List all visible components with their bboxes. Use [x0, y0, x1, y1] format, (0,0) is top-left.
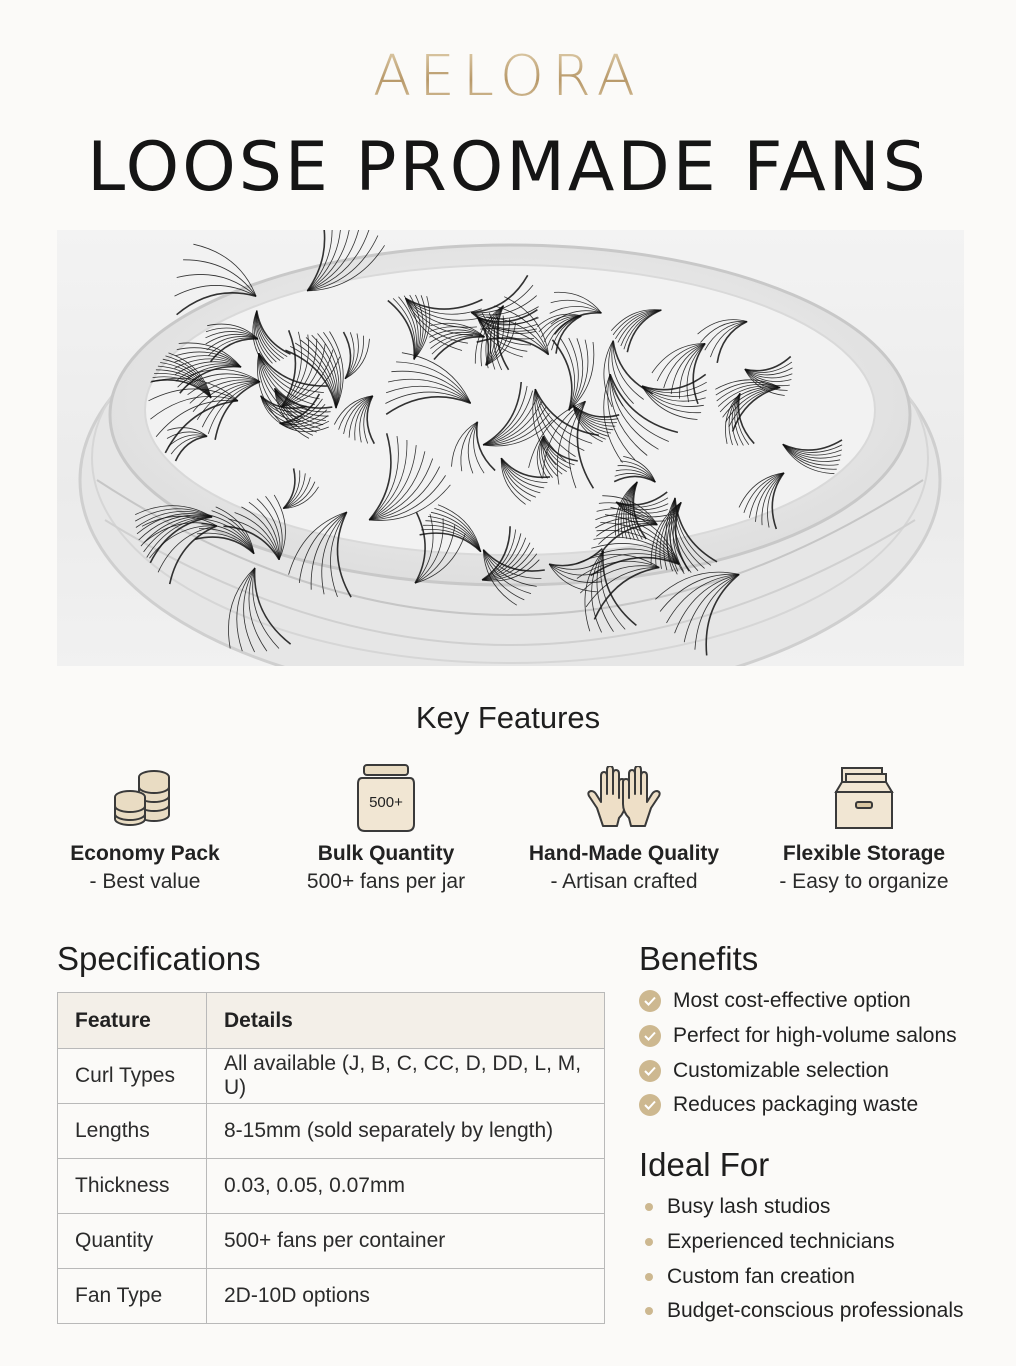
table-cell: 2D-10D options	[207, 1269, 605, 1324]
table-cell: 0.03, 0.05, 0.07mm	[207, 1159, 605, 1214]
list-item	[639, 1259, 964, 1294]
jar-icon	[266, 758, 506, 838]
benefit-text: Perfect for high-volume salons	[673, 1024, 957, 1048]
feature-desc: - Best value	[89, 870, 201, 893]
benefits-list	[639, 984, 957, 1123]
table-cell: Lengths	[58, 1104, 207, 1159]
table-cell: Quantity	[58, 1214, 207, 1269]
feature-desc: - Artisan crafted	[550, 870, 698, 893]
list-item	[639, 1225, 964, 1260]
feature-name: Economy Pack	[70, 842, 220, 865]
table-cell: Curl Types	[58, 1049, 207, 1104]
feature-desc: - Easy to organize	[779, 870, 949, 893]
ideal-text: Experienced technicians	[667, 1230, 895, 1254]
benefit-text: Most cost-effective option	[673, 989, 911, 1013]
jar-icon-label: 500+	[369, 794, 403, 811]
storage-box-icon	[744, 758, 984, 838]
table-row	[58, 1049, 605, 1104]
list-item	[639, 1294, 964, 1329]
table-cell: All available (J, B, C, CC, D, DD, L, M, U)	[207, 1049, 605, 1104]
feature-desc: 500+ fans per jar	[306, 870, 466, 893]
product-photo	[57, 230, 964, 666]
brand-logo: AELORA	[0, 44, 1016, 109]
bullet-icon	[645, 1203, 653, 1211]
page-title: LOOSE PROMADE FANS	[87, 128, 929, 207]
table-cell: 8-15mm (sold separately by length)	[207, 1104, 605, 1159]
key-features-heading: Key Features	[415, 700, 601, 735]
list-item	[639, 1088, 957, 1123]
bullet-icon	[645, 1307, 653, 1315]
check-icon	[639, 1094, 661, 1116]
specifications-heading: Specifications	[57, 940, 261, 977]
list-item	[639, 1019, 957, 1054]
check-icon	[639, 990, 661, 1012]
feature-economy-pack	[25, 758, 265, 894]
bullet-icon	[645, 1238, 653, 1246]
feature-flexible-storage	[744, 758, 984, 894]
table-row	[58, 1269, 605, 1324]
ideal-for-heading: Ideal For	[639, 1146, 770, 1183]
list-item	[639, 1053, 957, 1088]
table-row	[58, 1214, 605, 1269]
ideal-text: Budget-conscious professionals	[667, 1299, 964, 1323]
table-cell: Fan Type	[58, 1269, 207, 1324]
table-header-cell: Feature	[58, 993, 207, 1049]
ideal-text: Busy lash studios	[667, 1195, 831, 1219]
ideal-for-list	[639, 1190, 964, 1329]
hands-icon	[504, 758, 744, 838]
feature-name: Hand-Made Quality	[528, 842, 720, 865]
feature-bulk-quantity	[266, 758, 506, 894]
feature-hand-made-quality	[504, 758, 744, 894]
table-row	[58, 1159, 605, 1214]
table-cell: 500+ fans per container	[207, 1214, 605, 1269]
coins-icon	[25, 758, 265, 838]
table-row	[58, 1104, 605, 1159]
benefits-heading: Benefits	[639, 940, 759, 977]
table-cell: Thickness	[58, 1159, 207, 1214]
benefit-text: Customizable selection	[673, 1058, 889, 1082]
table-header-cell: Details	[207, 993, 605, 1049]
list-item	[639, 984, 957, 1019]
feature-name: Flexible Storage	[782, 842, 946, 865]
bullet-icon	[645, 1273, 653, 1281]
list-item	[639, 1190, 964, 1225]
benefit-text: Reduces packaging waste	[673, 1093, 919, 1117]
ideal-text: Custom fan creation	[667, 1264, 855, 1288]
feature-name: Bulk Quantity	[317, 842, 455, 865]
table-header-row	[58, 993, 605, 1049]
check-icon	[639, 1060, 661, 1082]
check-icon	[639, 1025, 661, 1047]
specifications-table	[57, 992, 605, 1324]
